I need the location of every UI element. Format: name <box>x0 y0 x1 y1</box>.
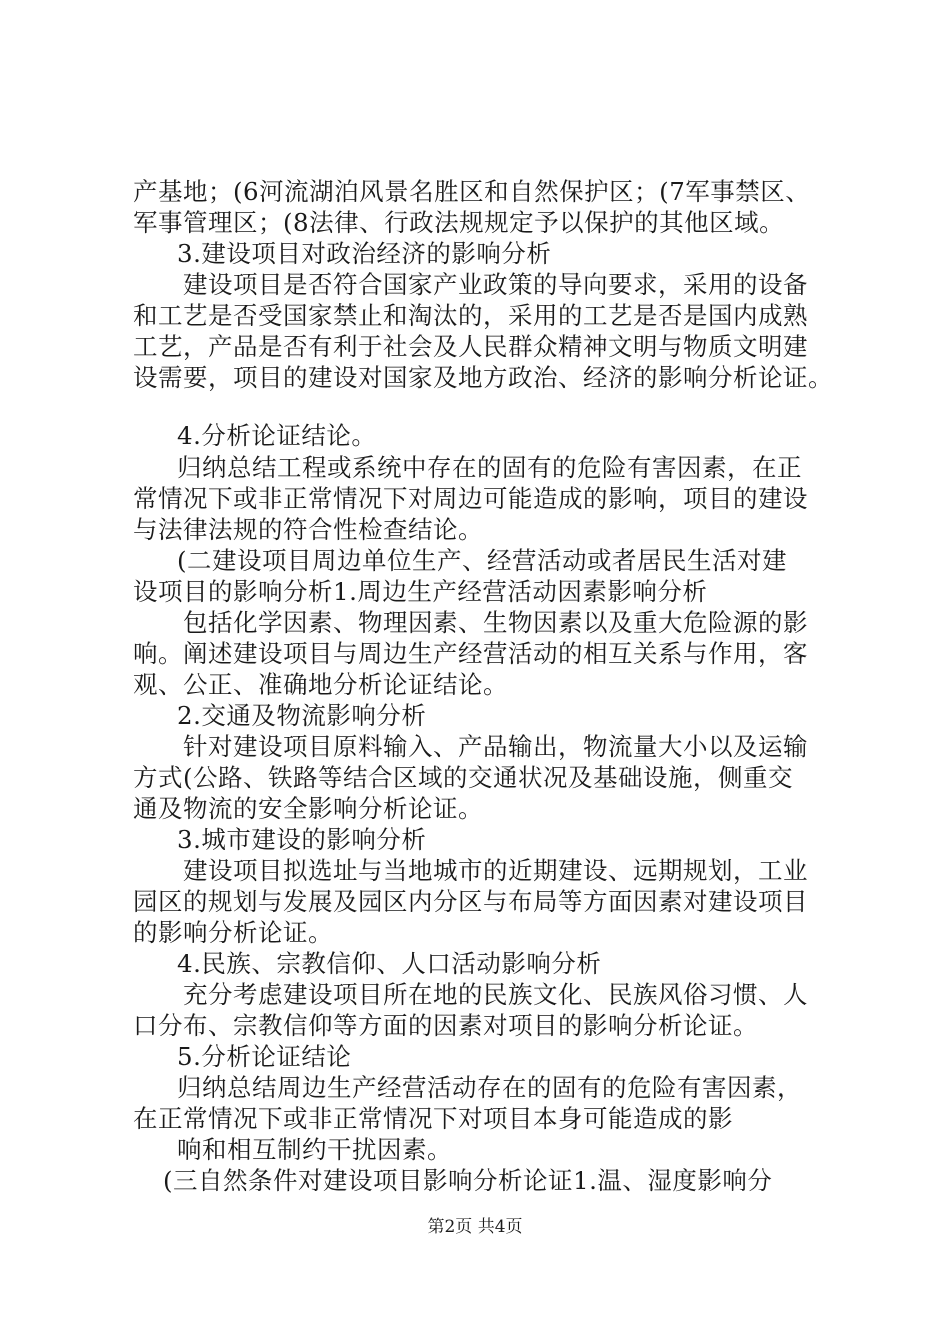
section-heading: 4.民族、宗教信仰、人口活动影响分析 <box>177 949 602 978</box>
text-line: 在正常情况下或非正常情况下对项目本身可能造成的影 <box>133 1104 733 1133</box>
text-line: 归纳总结周边生产经营活动存在的固有的危险有害因素， <box>177 1073 802 1102</box>
text-line: 响和相互制约干扰因素。 <box>177 1135 452 1164</box>
text-line: 响。阐述建设项目与周边生产经营活动的相互关系与作用，客 <box>133 639 808 668</box>
text-line: 通及物流的安全影响分析论证。 <box>133 794 483 823</box>
section-heading: 2.交通及物流影响分析 <box>177 701 427 730</box>
text-line: 建设项目是否符合国家产业政策的导向要求，采用的设备 <box>183 270 808 299</box>
text-line: 建设项目拟选址与当地城市的近期建设、远期规划，工业 <box>183 856 808 885</box>
text-line: 与法律法规的符合性检查结论。 <box>133 515 483 544</box>
text-line: 常情况下或非正常情况下对周边可能造成的影响，项目的建设 <box>133 484 808 513</box>
text-line: 观、公正、准确地分析论证结论。 <box>133 670 508 699</box>
text-line: 包括化学因素、物理因素、生物因素以及重大危险源的影 <box>183 608 808 637</box>
section-heading: 3.建设项目对政治经济的影响分析 <box>177 239 552 268</box>
page-number: 第2页 共4页 <box>427 1217 523 1237</box>
section-heading: 5.分析论证结论 <box>177 1042 352 1071</box>
text-line: 的影响分析论证。 <box>133 918 333 947</box>
section-heading: (二建设项目周边单位生产、经营活动或者居民生活对建 <box>177 546 788 575</box>
text-line: 针对建设项目原料输入、产品输出，物流量大小以及运输 <box>183 732 808 761</box>
text-line: 充分考虑建设项目所在地的民族文化、民族风俗习惯、人 <box>183 980 808 1009</box>
text-line: 设需要，项目的建设对国家及地方政治、经济的影响分析论证。 <box>133 363 833 392</box>
text-line: 产基地；(6河流湖泊风景名胜区和自然保护区；(7军事禁区、 <box>133 177 811 206</box>
section-heading: 3.城市建设的影响分析 <box>177 825 427 854</box>
text-line: 方式(公路、铁路等结合区域的交通状况及基础设施，侧重交 <box>133 763 794 792</box>
text-line: 归纳总结工程或系统中存在的固有的危险有害因素，在正 <box>177 453 802 482</box>
text-line: 和工艺是否受国家禁止和淘汰的，采用的工艺是否是国内成熟 <box>133 301 808 330</box>
text-line: 园区的规划与发展及园区内分区与布局等方面因素对建设项目 <box>133 887 808 916</box>
section-heading: (三自然条件对建设项目影响分析论证1.温、湿度影响分 <box>163 1166 773 1195</box>
text-line: 口分布、宗教信仰等方面的因素对项目的影响分析论证。 <box>133 1011 758 1040</box>
text-line: 设项目的影响分析1.周边生产经营活动因素影响分析 <box>133 577 708 606</box>
text-line: 工艺，产品是否有利于社会及人民群众精神文明与物质文明建 <box>133 332 808 361</box>
text-line: 军事管理区；(8法律、行政法规规定予以保护的其他区域。 <box>133 208 785 237</box>
section-heading: 4.分析论证结论。 <box>177 421 377 450</box>
